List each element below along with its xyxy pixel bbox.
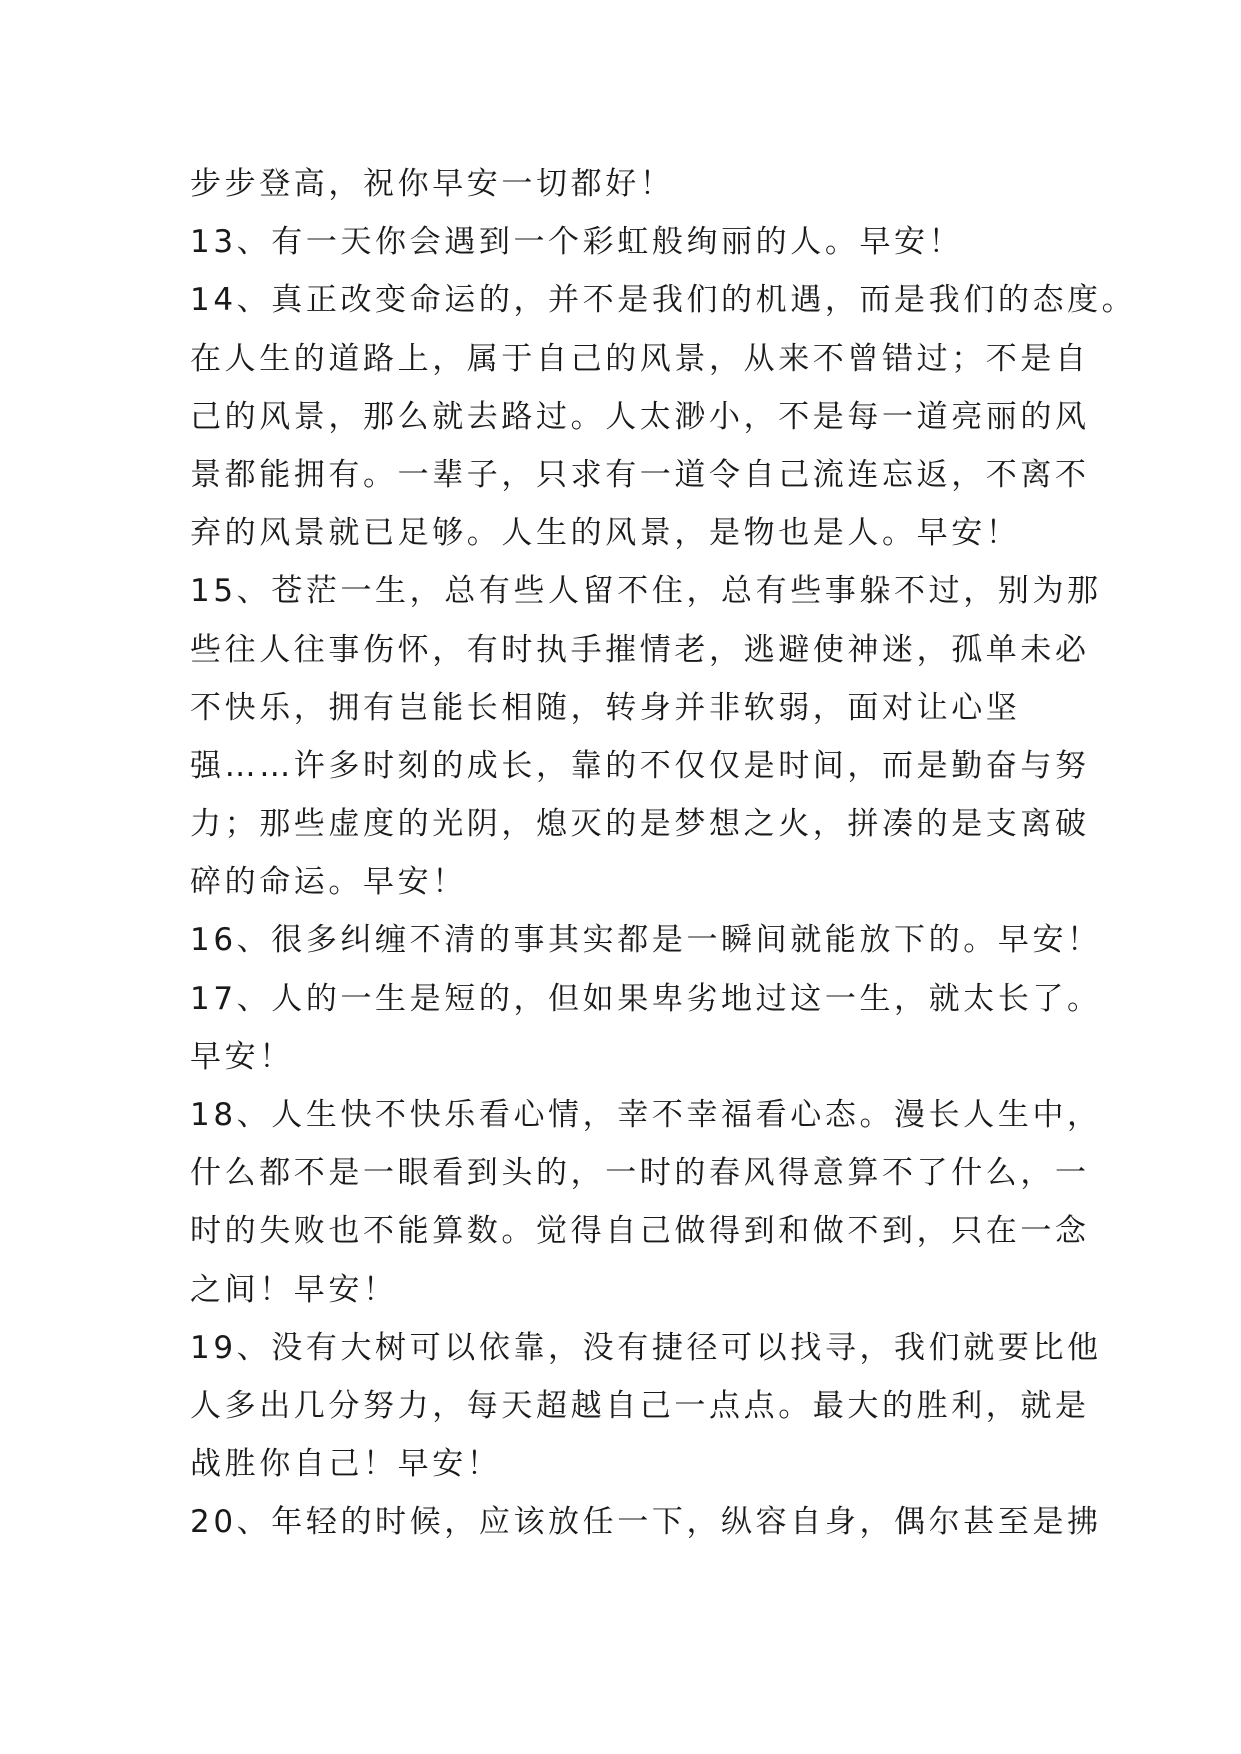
text-line: 碎的命运。早安！ — [190, 864, 467, 901]
text-line: 人多出几分努力，每天超越自己一点点。最大的胜利，就是 — [190, 1387, 1090, 1424]
text-line: 18、人生快不快乐看心情，幸不幸福看心态。漫长人生中， — [190, 1097, 1102, 1133]
text-line: 16、很多纠缠不清的事其实都是一瞬间就能放下的。早安！ — [190, 922, 1102, 959]
text-line: 什么都不是一眼看到头的，一时的春风得意算不了什么，一 — [190, 1155, 1090, 1192]
text-line: 20、年轻的时候，应该放任一下，纵容自身，偶尔甚至是拂 — [190, 1504, 1102, 1541]
text-line: 步步登高，祝你早安一切都好！ — [190, 166, 675, 202]
text-line: 力；那些虚度的光阴，熄灭的是梦想之火，拼凑的是支离破 — [190, 806, 1090, 843]
text-line: 17、人的一生是短的，但如果卑劣地过这一生，就太长了。 — [190, 980, 1102, 1017]
text-line: 景都能拥有。一辈子，只求有一道令自己流连忘返，不离不 — [190, 456, 1090, 493]
text-line: 不快乐，拥有岂能长相随，转身并非软弱，面对让心坚 — [190, 689, 1021, 726]
text-line: 15、苍茫一生，总有些人留不住，总有些事躲不过，别为那 — [190, 573, 1102, 610]
text-line: 在人生的道路上，属于自己的风景，从来不曾错过；不是自 — [190, 340, 1090, 377]
text-line: 己的风景，那么就去路过。人太渺小，不是每一道亮丽的风 — [190, 398, 1090, 435]
text-line: 早安！ — [190, 1038, 294, 1075]
text-line: 14、真正改变命运的，并不是我们的机遇，而是我们的态度。 — [190, 282, 1137, 319]
text-line: 19、没有大树可以依靠，没有捷径可以找寻，我们就要比他 — [190, 1329, 1102, 1366]
text-line: 强……许多时刻的成长，靠的不仅仅是时间，而是勤奋与努 — [190, 747, 1090, 784]
text-line: 战胜你自己！早安！ — [190, 1446, 502, 1483]
document-body — [190, 155, 1137, 1552]
text-line: 弃的风景就已足够。人生的风景，是物也是人。早安！ — [190, 515, 1021, 552]
text-line: 13、有一天你会遇到一个彩虹般绚丽的人。早安！ — [190, 224, 964, 261]
text-line: 时的失败也不能算数。觉得自己做得到和做不到，只在一念 — [190, 1213, 1090, 1250]
text-line: 之间！早安！ — [190, 1271, 398, 1308]
text-line: 些往人往事伤怀，有时执手摧情老，逃避使神迷，孤单未必 — [190, 631, 1090, 668]
